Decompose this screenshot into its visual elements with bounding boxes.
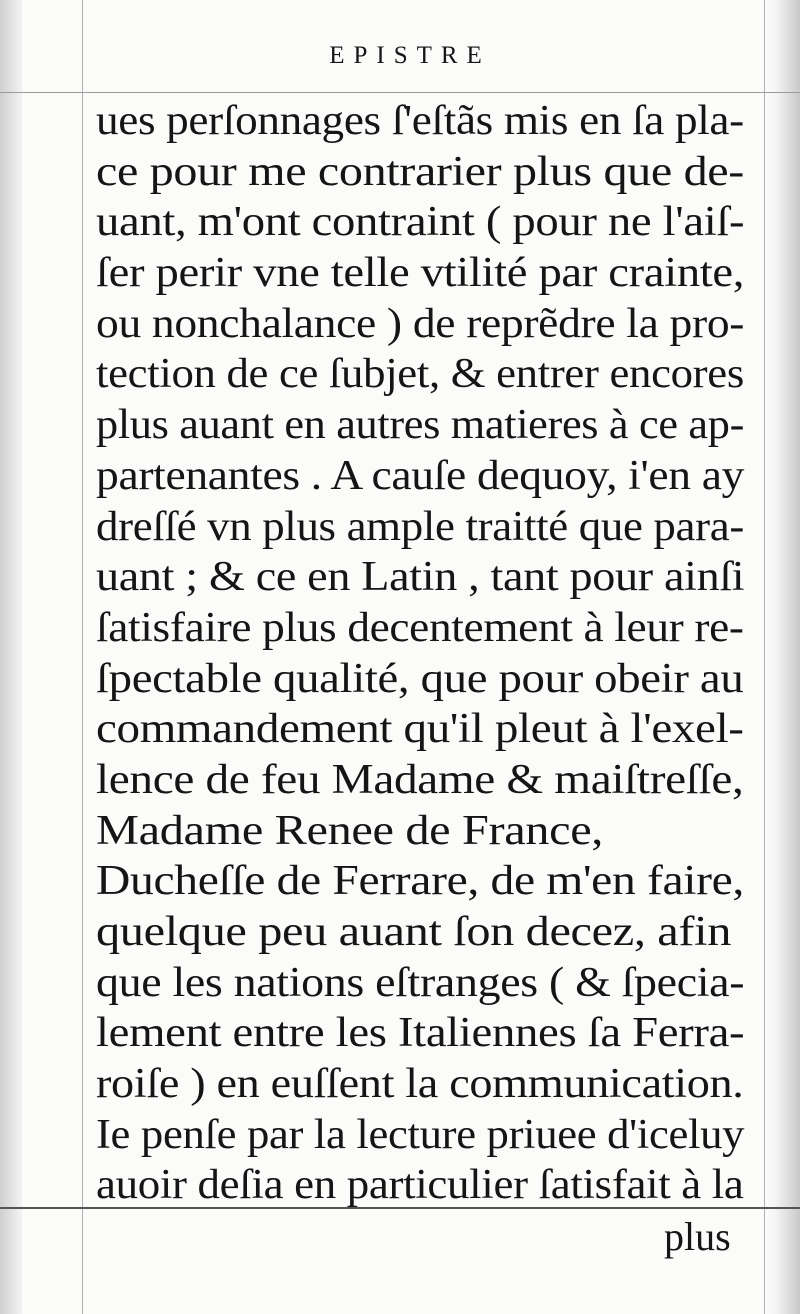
text-line: quelque peu auant ſon decez, afin (96, 909, 732, 955)
left-margin-line (82, 0, 83, 1314)
left-page-edge (0, 0, 22, 1314)
text-line: commandement qu'il pleut à l'exel- (96, 706, 744, 753)
running-head: EPISTRE (329, 42, 491, 69)
text-line: ſer perir vne telle vtilité par crainte, (96, 250, 745, 297)
text-line: ce pour me contrarier plus que de- (96, 148, 744, 195)
text-line: lence de feu Madame & maiſtreſſe, (96, 756, 744, 803)
text-line: auoir deſia en particulier ſatisfait à la (96, 1162, 744, 1209)
catchword: plus (664, 1214, 731, 1259)
text-line: uant ; & ce en Latin , tant pour ainſi (96, 554, 745, 601)
text-line: tection de ce ſubjet, & entrer encores (96, 351, 744, 398)
text-line: Ducheſſe de Ferrare, de m'en faire, (96, 858, 745, 905)
body-text (96, 96, 786, 1211)
text-line: que les nations eſtranges ( & ſpecia- (96, 959, 745, 1006)
top-frame-rule (0, 92, 800, 93)
text-line: partenantes . A cauſe dequoy, i'en ay (96, 452, 745, 499)
text-line: plus auant en autres matieres à ce ap- (96, 402, 745, 449)
text-line: ou nonchalance ) de reprẽdre la pro- (96, 300, 745, 347)
text-line: dreſſé vn plus ample traitté que para- (96, 503, 744, 550)
text-line: Madame Renee de France, (96, 807, 604, 854)
text-line: ſpectable qualité, que pour obeir au (96, 655, 744, 702)
text-line: uant, m'ont contraint ( pour ne l'aiſ- (96, 199, 745, 246)
text-line: ſatisfaire plus decentement à leur re- (96, 604, 744, 651)
text-line: lement entre les Italiennes ſa Ferra- (96, 1010, 745, 1057)
text-line: roiſe ) en euſſent la communication. (96, 1061, 744, 1108)
text-line: ues perſonnages ſ'eſtãs mis en ſa pla- (96, 98, 744, 144)
text-line: Ie penſe par la lecture priuee d'iceluy (96, 1111, 745, 1158)
